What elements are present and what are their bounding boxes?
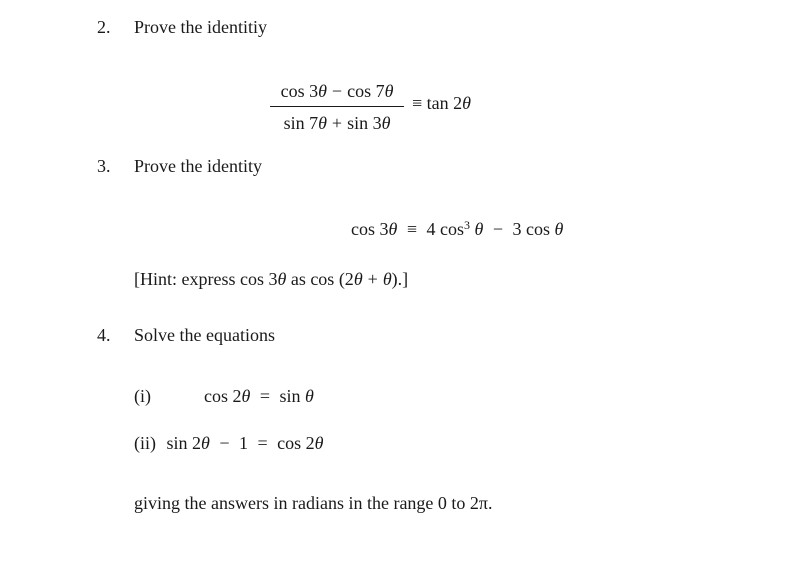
part-i-lhs: cos 2 <box>204 386 242 406</box>
part-ii-constant: 1 <box>239 433 249 453</box>
theta-symbol: θ <box>201 433 210 453</box>
minus-sign: − <box>219 433 230 453</box>
minus-sign: − <box>492 219 503 239</box>
theta-symbol: θ <box>241 386 251 406</box>
part-ii-label: (ii) <box>134 433 156 453</box>
theta-symbol: θ <box>318 113 327 133</box>
numerator-term-a: cos 3 <box>280 81 319 101</box>
theta-symbol: θ <box>314 433 324 453</box>
identity-lhs: cos 3 <box>351 219 389 239</box>
part-ii-lhs: sin 2 <box>166 433 202 453</box>
question-2-fraction <box>270 82 404 132</box>
theta-symbol: θ <box>382 269 392 289</box>
question-2-number: 2. <box>97 17 111 37</box>
part-i-rhs: sin <box>279 386 301 406</box>
question-3-identity <box>351 219 563 238</box>
theta-symbol: θ <box>388 219 398 239</box>
question-4-number: 4. <box>97 325 111 345</box>
part-i-label: (i) <box>134 386 151 406</box>
numerator-term-b: cos 7 <box>347 81 385 101</box>
question-3-hint <box>134 270 408 288</box>
equals-sign: = <box>257 433 268 453</box>
identity-rhs-term-a: 4 cos <box>426 219 464 239</box>
theta-symbol: θ <box>474 219 484 239</box>
question-4-heading: Solve the equations <box>134 325 275 345</box>
fraction-denominator <box>270 114 404 132</box>
hint-text-start: [Hint: express cos 3 <box>134 269 278 289</box>
identity-rhs-term-b: 3 cos <box>512 219 550 239</box>
theta-symbol: θ <box>277 269 287 289</box>
theta-symbol: θ <box>305 386 314 406</box>
identical-sign: ≡ <box>412 93 423 113</box>
part-i-equation <box>204 387 314 405</box>
identical-sign: ≡ <box>406 219 417 239</box>
theta-symbol: θ <box>381 113 391 133</box>
theta-symbol: θ <box>462 93 471 113</box>
part-ii-rhs: cos 2 <box>277 433 315 453</box>
question-2-rhs <box>412 94 471 112</box>
question-3-heading: Prove the identity <box>134 156 262 176</box>
hint-text-middle: as cos (2 <box>286 269 354 289</box>
cube-exponent: 3 <box>464 218 470 232</box>
minus-sign: − <box>331 81 343 101</box>
part-ii-row <box>134 434 324 452</box>
theta-symbol: θ <box>353 269 363 289</box>
plus-sign: + <box>331 113 343 133</box>
fraction-bar <box>270 106 404 107</box>
equals-sign: = <box>259 386 270 406</box>
denominator-term-b: sin 3 <box>347 113 382 133</box>
question-2-heading: Prove the identitiy <box>134 17 267 37</box>
denominator-term-a: sin 7 <box>283 113 319 133</box>
question-4-footer: giving the answers in radians in the range 0 to 2π. <box>134 493 493 513</box>
hint-text-end: ).] <box>391 269 409 289</box>
rhs-tan: tan 2 <box>426 93 463 113</box>
theta-symbol: θ <box>384 81 394 101</box>
plus-sign: + <box>367 269 378 289</box>
question-3-number: 3. <box>97 156 111 176</box>
theta-symbol: θ <box>554 219 564 239</box>
fraction-numerator <box>270 82 404 100</box>
theta-symbol: θ <box>318 81 327 101</box>
